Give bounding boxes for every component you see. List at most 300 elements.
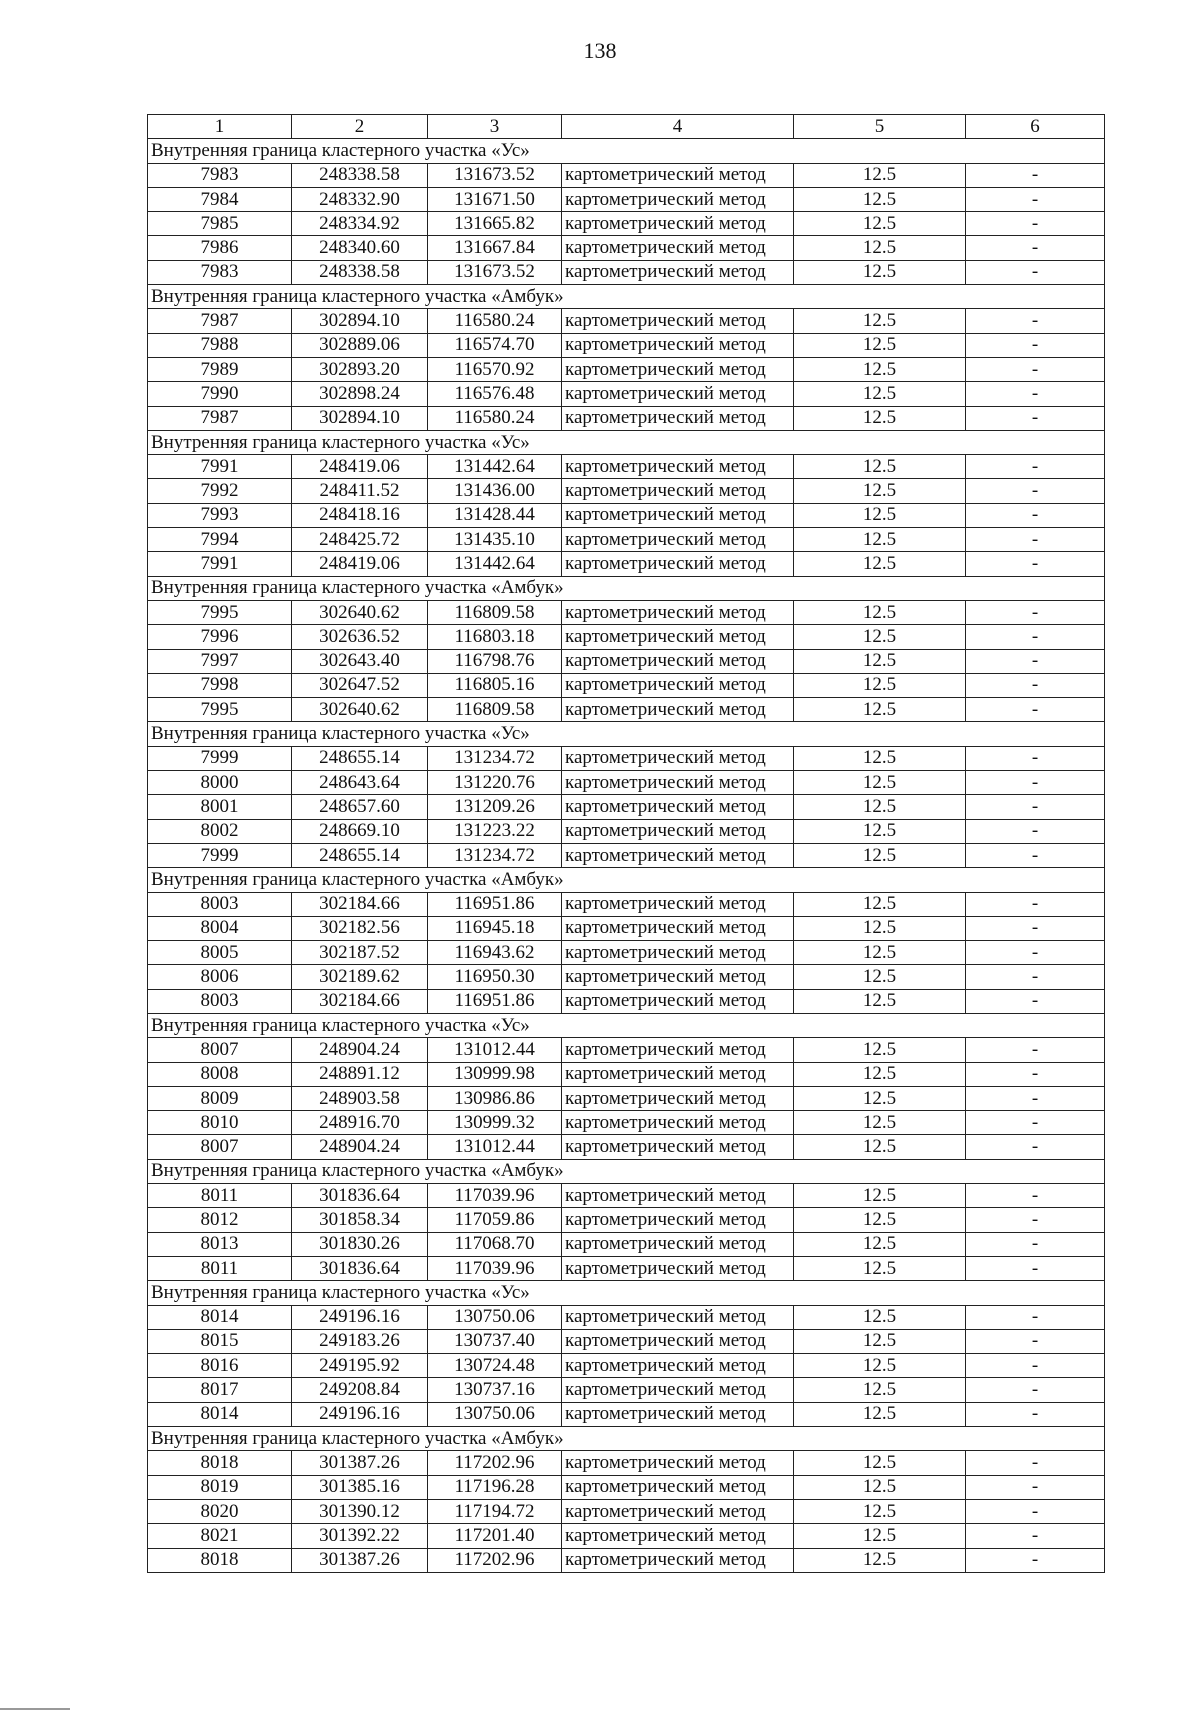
- note-cell: -: [966, 1305, 1105, 1329]
- y-coordinate-cell: 116798.76: [428, 649, 562, 673]
- method-cell: картометрический метод: [562, 1378, 794, 1402]
- x-coordinate-cell: 248411.52: [292, 479, 428, 503]
- point-number-cell: 8014: [148, 1305, 292, 1329]
- point-number-cell: 7999: [148, 746, 292, 770]
- accuracy-cell: 12.5: [794, 503, 966, 527]
- point-number-cell: 7993: [148, 503, 292, 527]
- accuracy-cell: 12.5: [794, 965, 966, 989]
- y-coordinate-cell: 117039.96: [428, 1184, 562, 1208]
- y-coordinate-cell: 117068.70: [428, 1232, 562, 1256]
- note-cell: -: [966, 1184, 1105, 1208]
- note-cell: -: [966, 600, 1105, 624]
- accuracy-cell: 12.5: [794, 552, 966, 576]
- table-row: [148, 1135, 1105, 1159]
- x-coordinate-cell: 248643.64: [292, 771, 428, 795]
- x-coordinate-cell: 302643.40: [292, 649, 428, 673]
- y-coordinate-cell: 131234.72: [428, 746, 562, 770]
- table-row: [148, 795, 1105, 819]
- note-cell: -: [966, 1329, 1105, 1353]
- section-title: Внутренняя граница кластерного участка «Амбук»: [148, 868, 1105, 892]
- accuracy-cell: 12.5: [794, 843, 966, 867]
- table-row: [148, 1329, 1105, 1353]
- table-row: [148, 406, 1105, 430]
- table-row: [148, 1208, 1105, 1232]
- accuracy-cell: 12.5: [794, 1135, 966, 1159]
- x-coordinate-cell: 301836.64: [292, 1184, 428, 1208]
- table-row: [148, 333, 1105, 357]
- table-row: [148, 1354, 1105, 1378]
- note-cell: -: [966, 1451, 1105, 1475]
- column-header: 5: [794, 115, 966, 139]
- accuracy-cell: 12.5: [794, 746, 966, 770]
- point-number-cell: 7984: [148, 187, 292, 211]
- method-cell: картометрический метод: [562, 503, 794, 527]
- y-coordinate-cell: 131234.72: [428, 843, 562, 867]
- y-coordinate-cell: 131436.00: [428, 479, 562, 503]
- method-cell: картометрический метод: [562, 212, 794, 236]
- x-coordinate-cell: 248340.60: [292, 236, 428, 260]
- point-number-cell: 8003: [148, 989, 292, 1013]
- method-cell: картометрический метод: [562, 1305, 794, 1329]
- section-title: Внутренняя граница кластерного участка «Ус»: [148, 430, 1105, 454]
- y-coordinate-cell: 116570.92: [428, 357, 562, 381]
- x-coordinate-cell: 302893.20: [292, 357, 428, 381]
- method-cell: картометрический метод: [562, 479, 794, 503]
- table-row: [148, 1111, 1105, 1135]
- y-coordinate-cell: 116805.16: [428, 673, 562, 697]
- x-coordinate-cell: 301392.22: [292, 1524, 428, 1548]
- x-coordinate-cell: 248903.58: [292, 1086, 428, 1110]
- y-coordinate-cell: 117039.96: [428, 1256, 562, 1280]
- note-cell: -: [966, 1524, 1105, 1548]
- point-number-cell: 8019: [148, 1475, 292, 1499]
- point-number-cell: 7995: [148, 600, 292, 624]
- method-cell: картометрический метод: [562, 649, 794, 673]
- x-coordinate-cell: 302640.62: [292, 698, 428, 722]
- table-row: [148, 212, 1105, 236]
- y-coordinate-cell: 130999.98: [428, 1062, 562, 1086]
- accuracy-cell: 12.5: [794, 1329, 966, 1353]
- section-title-row: [148, 430, 1105, 454]
- point-number-cell: 7983: [148, 163, 292, 187]
- method-cell: картометрический метод: [562, 795, 794, 819]
- accuracy-cell: 12.5: [794, 600, 966, 624]
- x-coordinate-cell: 302184.66: [292, 892, 428, 916]
- accuracy-cell: 12.5: [794, 1305, 966, 1329]
- section-title-row: [148, 1159, 1105, 1183]
- section-title-row: [148, 1281, 1105, 1305]
- point-number-cell: 8003: [148, 892, 292, 916]
- method-cell: картометрический метод: [562, 1329, 794, 1353]
- section-title-row: [148, 868, 1105, 892]
- table-row: [148, 187, 1105, 211]
- accuracy-cell: 12.5: [794, 455, 966, 479]
- method-cell: картометрический метод: [562, 455, 794, 479]
- note-cell: -: [966, 1232, 1105, 1256]
- table-row: [148, 746, 1105, 770]
- column-header: 3: [428, 115, 562, 139]
- table-row: [148, 1184, 1105, 1208]
- section-title: Внутренняя граница кластерного участка «Амбук»: [148, 285, 1105, 309]
- accuracy-cell: 12.5: [794, 892, 966, 916]
- table-row: [148, 941, 1105, 965]
- method-cell: картометрический метод: [562, 625, 794, 649]
- y-coordinate-cell: 130750.06: [428, 1402, 562, 1426]
- y-coordinate-cell: 117201.40: [428, 1524, 562, 1548]
- page-number: 138: [583, 38, 617, 63]
- point-number-cell: 8011: [148, 1184, 292, 1208]
- x-coordinate-cell: 249196.16: [292, 1402, 428, 1426]
- point-number-cell: 7991: [148, 552, 292, 576]
- accuracy-cell: 12.5: [794, 163, 966, 187]
- table-row: [148, 1499, 1105, 1523]
- y-coordinate-cell: 130737.16: [428, 1378, 562, 1402]
- section-title: Внутренняя граница кластерного участка «Амбук»: [148, 1427, 1105, 1451]
- note-cell: -: [966, 843, 1105, 867]
- method-cell: картометрический метод: [562, 1354, 794, 1378]
- x-coordinate-cell: 301387.26: [292, 1548, 428, 1572]
- note-cell: -: [966, 1038, 1105, 1062]
- point-number-cell: 8009: [148, 1086, 292, 1110]
- y-coordinate-cell: 116574.70: [428, 333, 562, 357]
- method-cell: картометрический метод: [562, 1402, 794, 1426]
- y-coordinate-cell: 116580.24: [428, 406, 562, 430]
- y-coordinate-cell: 130750.06: [428, 1305, 562, 1329]
- y-coordinate-cell: 116943.62: [428, 941, 562, 965]
- accuracy-cell: 12.5: [794, 1038, 966, 1062]
- x-coordinate-cell: 302898.24: [292, 382, 428, 406]
- table-row: [148, 1402, 1105, 1426]
- x-coordinate-cell: 302640.62: [292, 600, 428, 624]
- y-coordinate-cell: 116951.86: [428, 989, 562, 1013]
- y-coordinate-cell: 131220.76: [428, 771, 562, 795]
- point-number-cell: 8008: [148, 1062, 292, 1086]
- accuracy-cell: 12.5: [794, 771, 966, 795]
- y-coordinate-cell: 131667.84: [428, 236, 562, 260]
- y-coordinate-cell: 117194.72: [428, 1499, 562, 1523]
- method-cell: картометрический метод: [562, 600, 794, 624]
- section-title-row: [148, 1013, 1105, 1037]
- note-cell: -: [966, 1402, 1105, 1426]
- accuracy-cell: 12.5: [794, 625, 966, 649]
- y-coordinate-cell: 131435.10: [428, 528, 562, 552]
- note-cell: -: [966, 795, 1105, 819]
- x-coordinate-cell: 302894.10: [292, 309, 428, 333]
- accuracy-cell: 12.5: [794, 819, 966, 843]
- y-coordinate-cell: 131671.50: [428, 187, 562, 211]
- point-number-cell: 8013: [148, 1232, 292, 1256]
- section-title: Внутренняя граница кластерного участка «Ус»: [148, 722, 1105, 746]
- note-cell: -: [966, 1111, 1105, 1135]
- y-coordinate-cell: 116945.18: [428, 916, 562, 940]
- section-title: Внутренняя граница кластерного участка «Амбук»: [148, 576, 1105, 600]
- coordinates-table: [147, 114, 1105, 1573]
- note-cell: -: [966, 698, 1105, 722]
- method-cell: картометрический метод: [562, 673, 794, 697]
- table-row: [148, 236, 1105, 260]
- x-coordinate-cell: 249183.26: [292, 1329, 428, 1353]
- accuracy-cell: 12.5: [794, 1548, 966, 1572]
- y-coordinate-cell: 130999.32: [428, 1111, 562, 1135]
- point-number-cell: 7996: [148, 625, 292, 649]
- note-cell: -: [966, 1354, 1105, 1378]
- method-cell: картометрический метод: [562, 892, 794, 916]
- method-cell: картометрический метод: [562, 1208, 794, 1232]
- accuracy-cell: 12.5: [794, 649, 966, 673]
- x-coordinate-cell: 248657.60: [292, 795, 428, 819]
- x-coordinate-cell: 248916.70: [292, 1111, 428, 1135]
- accuracy-cell: 12.5: [794, 382, 966, 406]
- note-cell: -: [966, 673, 1105, 697]
- y-coordinate-cell: 116576.48: [428, 382, 562, 406]
- x-coordinate-cell: 248338.58: [292, 260, 428, 284]
- table-row: [148, 309, 1105, 333]
- note-cell: -: [966, 965, 1105, 989]
- accuracy-cell: 12.5: [794, 1354, 966, 1378]
- method-cell: картометрический метод: [562, 989, 794, 1013]
- y-coordinate-cell: 116809.58: [428, 698, 562, 722]
- note-cell: -: [966, 771, 1105, 795]
- method-cell: картометрический метод: [562, 1062, 794, 1086]
- accuracy-cell: 12.5: [794, 1524, 966, 1548]
- method-cell: картометрический метод: [562, 1232, 794, 1256]
- point-number-cell: 7990: [148, 382, 292, 406]
- method-cell: картометрический метод: [562, 843, 794, 867]
- y-coordinate-cell: 131012.44: [428, 1135, 562, 1159]
- table-row: [148, 600, 1105, 624]
- note-cell: -: [966, 1062, 1105, 1086]
- accuracy-cell: 12.5: [794, 528, 966, 552]
- x-coordinate-cell: 248338.58: [292, 163, 428, 187]
- point-number-cell: 7987: [148, 309, 292, 333]
- accuracy-cell: 12.5: [794, 673, 966, 697]
- table-row: [148, 528, 1105, 552]
- note-cell: -: [966, 455, 1105, 479]
- accuracy-cell: 12.5: [794, 236, 966, 260]
- section-title: Внутренняя граница кластерного участка «Ус»: [148, 1013, 1105, 1037]
- point-number-cell: 8018: [148, 1548, 292, 1572]
- method-cell: картометрический метод: [562, 1499, 794, 1523]
- y-coordinate-cell: 130986.86: [428, 1086, 562, 1110]
- y-coordinate-cell: 117202.96: [428, 1451, 562, 1475]
- note-cell: -: [966, 819, 1105, 843]
- accuracy-cell: 12.5: [794, 916, 966, 940]
- note-cell: -: [966, 309, 1105, 333]
- note-cell: -: [966, 260, 1105, 284]
- accuracy-cell: 12.5: [794, 795, 966, 819]
- point-number-cell: 8002: [148, 819, 292, 843]
- table-row: [148, 989, 1105, 1013]
- method-cell: картометрический метод: [562, 819, 794, 843]
- method-cell: картометрический метод: [562, 1086, 794, 1110]
- point-number-cell: 8000: [148, 771, 292, 795]
- method-cell: картометрический метод: [562, 1135, 794, 1159]
- x-coordinate-cell: 248891.12: [292, 1062, 428, 1086]
- y-coordinate-cell: 131442.64: [428, 455, 562, 479]
- method-cell: картометрический метод: [562, 916, 794, 940]
- note-cell: -: [966, 1256, 1105, 1280]
- method-cell: картометрический метод: [562, 406, 794, 430]
- point-number-cell: 7985: [148, 212, 292, 236]
- y-coordinate-cell: 131209.26: [428, 795, 562, 819]
- point-number-cell: 7988: [148, 333, 292, 357]
- x-coordinate-cell: 248334.92: [292, 212, 428, 236]
- x-coordinate-cell: 248418.16: [292, 503, 428, 527]
- accuracy-cell: 12.5: [794, 1402, 966, 1426]
- method-cell: картометрический метод: [562, 260, 794, 284]
- table-row: [148, 1038, 1105, 1062]
- note-cell: -: [966, 187, 1105, 211]
- method-cell: картометрический метод: [562, 187, 794, 211]
- note-cell: -: [966, 1086, 1105, 1110]
- accuracy-cell: 12.5: [794, 212, 966, 236]
- note-cell: -: [966, 1378, 1105, 1402]
- method-cell: картометрический метод: [562, 552, 794, 576]
- note-cell: -: [966, 406, 1105, 430]
- x-coordinate-cell: 302184.66: [292, 989, 428, 1013]
- note-cell: -: [966, 746, 1105, 770]
- point-number-cell: 7987: [148, 406, 292, 430]
- table-row: [148, 819, 1105, 843]
- table-row: [148, 673, 1105, 697]
- point-number-cell: 8021: [148, 1524, 292, 1548]
- table-row: [148, 479, 1105, 503]
- note-cell: -: [966, 916, 1105, 940]
- point-number-cell: 8011: [148, 1256, 292, 1280]
- note-cell: -: [966, 236, 1105, 260]
- table-row: [148, 1378, 1105, 1402]
- y-coordinate-cell: 131223.22: [428, 819, 562, 843]
- section-title: Внутренняя граница кластерного участка «Ус»: [148, 139, 1105, 163]
- table-row: [148, 455, 1105, 479]
- table-row: [148, 892, 1105, 916]
- scan-edge-mark: [0, 1708, 70, 1710]
- x-coordinate-cell: 302187.52: [292, 941, 428, 965]
- point-number-cell: 7999: [148, 843, 292, 867]
- accuracy-cell: 12.5: [794, 309, 966, 333]
- note-cell: -: [966, 1548, 1105, 1572]
- x-coordinate-cell: 302182.56: [292, 916, 428, 940]
- point-number-cell: 8012: [148, 1208, 292, 1232]
- note-cell: -: [966, 892, 1105, 916]
- section-title-row: [148, 576, 1105, 600]
- table-row: [148, 357, 1105, 381]
- point-number-cell: 7992: [148, 479, 292, 503]
- x-coordinate-cell: 248904.24: [292, 1135, 428, 1159]
- method-cell: картометрический метод: [562, 941, 794, 965]
- x-coordinate-cell: 248419.06: [292, 455, 428, 479]
- table-row: [148, 260, 1105, 284]
- y-coordinate-cell: 131673.52: [428, 260, 562, 284]
- section-title-row: [148, 285, 1105, 309]
- method-cell: картометрический метод: [562, 698, 794, 722]
- column-header: 1: [148, 115, 292, 139]
- point-number-cell: 8014: [148, 1402, 292, 1426]
- point-number-cell: 7994: [148, 528, 292, 552]
- note-cell: -: [966, 649, 1105, 673]
- section-title-row: [148, 722, 1105, 746]
- accuracy-cell: 12.5: [794, 1086, 966, 1110]
- method-cell: картометрический метод: [562, 1548, 794, 1572]
- point-number-cell: 8010: [148, 1111, 292, 1135]
- accuracy-cell: 12.5: [794, 941, 966, 965]
- y-coordinate-cell: 117202.96: [428, 1548, 562, 1572]
- accuracy-cell: 12.5: [794, 357, 966, 381]
- accuracy-cell: 12.5: [794, 1256, 966, 1280]
- point-number-cell: 8007: [148, 1135, 292, 1159]
- note-cell: -: [966, 503, 1105, 527]
- table-row: [148, 1305, 1105, 1329]
- x-coordinate-cell: 248655.14: [292, 843, 428, 867]
- accuracy-cell: 12.5: [794, 1111, 966, 1135]
- table-row: [148, 1548, 1105, 1572]
- point-number-cell: 8015: [148, 1329, 292, 1353]
- x-coordinate-cell: 302894.10: [292, 406, 428, 430]
- method-cell: картометрический метод: [562, 1038, 794, 1062]
- note-cell: -: [966, 1208, 1105, 1232]
- x-coordinate-cell: 248425.72: [292, 528, 428, 552]
- x-coordinate-cell: 249208.84: [292, 1378, 428, 1402]
- method-cell: картометрический метод: [562, 746, 794, 770]
- section-title: Внутренняя граница кластерного участка «Ус»: [148, 1281, 1105, 1305]
- accuracy-cell: 12.5: [794, 1378, 966, 1402]
- accuracy-cell: 12.5: [794, 698, 966, 722]
- y-coordinate-cell: 116951.86: [428, 892, 562, 916]
- point-number-cell: 8018: [148, 1451, 292, 1475]
- y-coordinate-cell: 131012.44: [428, 1038, 562, 1062]
- accuracy-cell: 12.5: [794, 406, 966, 430]
- point-number-cell: 7986: [148, 236, 292, 260]
- accuracy-cell: 12.5: [794, 260, 966, 284]
- method-cell: картометрический метод: [562, 1475, 794, 1499]
- x-coordinate-cell: 248904.24: [292, 1038, 428, 1062]
- point-number-cell: 8017: [148, 1378, 292, 1402]
- y-coordinate-cell: 116809.58: [428, 600, 562, 624]
- table-row: [148, 1475, 1105, 1499]
- accuracy-cell: 12.5: [794, 989, 966, 1013]
- column-header: 4: [562, 115, 794, 139]
- table-row: [148, 916, 1105, 940]
- y-coordinate-cell: 116580.24: [428, 309, 562, 333]
- method-cell: картометрический метод: [562, 1111, 794, 1135]
- note-cell: -: [966, 625, 1105, 649]
- table-row: [148, 1062, 1105, 1086]
- accuracy-cell: 12.5: [794, 333, 966, 357]
- accuracy-cell: 12.5: [794, 1451, 966, 1475]
- method-cell: картометрический метод: [562, 236, 794, 260]
- y-coordinate-cell: 117059.86: [428, 1208, 562, 1232]
- x-coordinate-cell: 301858.34: [292, 1208, 428, 1232]
- note-cell: -: [966, 941, 1105, 965]
- table-row: [148, 1256, 1105, 1280]
- method-cell: картометрический метод: [562, 1524, 794, 1548]
- table-row: [148, 625, 1105, 649]
- point-number-cell: 8016: [148, 1354, 292, 1378]
- point-number-cell: 8001: [148, 795, 292, 819]
- x-coordinate-cell: 302636.52: [292, 625, 428, 649]
- point-number-cell: 7983: [148, 260, 292, 284]
- accuracy-cell: 12.5: [794, 1232, 966, 1256]
- x-coordinate-cell: 248669.10: [292, 819, 428, 843]
- point-number-cell: 7997: [148, 649, 292, 673]
- point-number-cell: 8004: [148, 916, 292, 940]
- accuracy-cell: 12.5: [794, 1475, 966, 1499]
- y-coordinate-cell: 131673.52: [428, 163, 562, 187]
- x-coordinate-cell: 249195.92: [292, 1354, 428, 1378]
- accuracy-cell: 12.5: [794, 1184, 966, 1208]
- accuracy-cell: 12.5: [794, 1062, 966, 1086]
- method-cell: картометрический метод: [562, 382, 794, 406]
